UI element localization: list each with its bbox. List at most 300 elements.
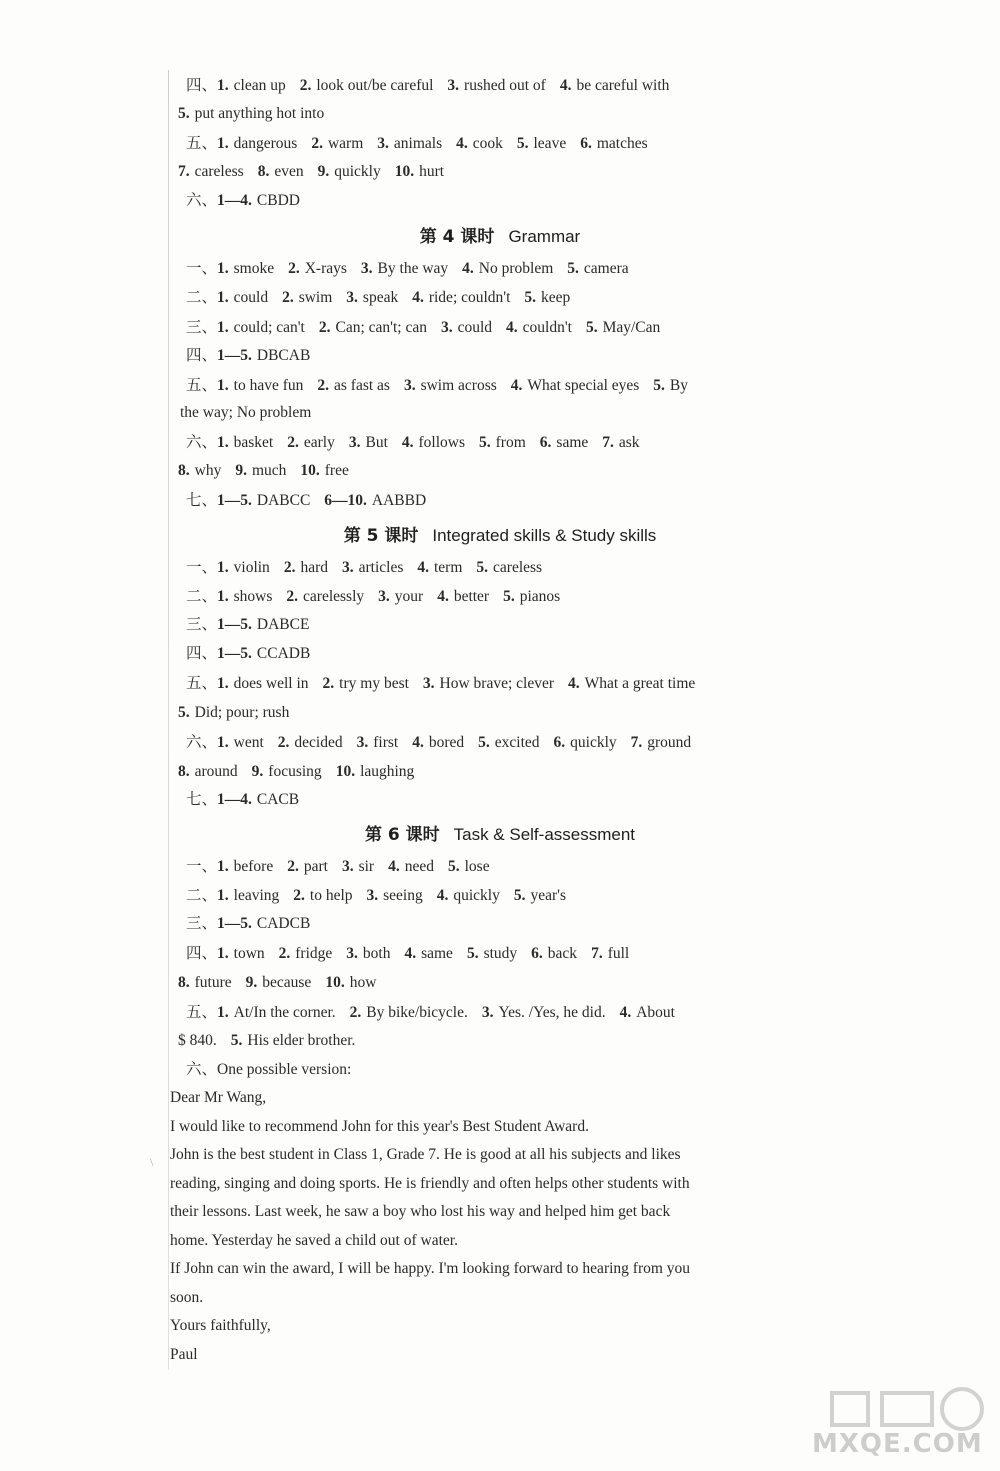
answer-item xyxy=(402,433,465,453)
answer-number: 10. xyxy=(335,763,356,780)
answer-line xyxy=(178,703,289,723)
answer-text: At/In the corner. xyxy=(233,1004,336,1021)
answer-number: 1. xyxy=(217,734,229,751)
answer-item xyxy=(404,376,497,396)
answer-item xyxy=(235,461,286,481)
answer-item xyxy=(178,703,289,723)
answer-item xyxy=(346,288,398,308)
answer-item xyxy=(325,973,376,993)
answer-item xyxy=(602,433,639,453)
answer-text: leave xyxy=(533,135,567,152)
answer-text: pianos xyxy=(519,588,561,605)
answer-item xyxy=(378,587,423,607)
question-group-label: 六、 xyxy=(186,734,218,751)
answer-text: No problem xyxy=(478,260,554,277)
answer-item xyxy=(462,259,553,279)
answer-number: 4. xyxy=(417,559,429,576)
answer-line xyxy=(178,1031,355,1051)
answer-text: CADCB xyxy=(256,915,311,932)
answer-number: 3. xyxy=(346,289,358,306)
answer-item xyxy=(178,461,221,481)
answer-text: Yes. /Yes, he did. xyxy=(498,1004,606,1021)
answer-line xyxy=(186,259,629,279)
answer-item xyxy=(323,674,409,694)
watermark-text: MXQE.COM xyxy=(812,1429,983,1459)
answer-text: does well in xyxy=(233,675,309,692)
answer-number: 9. xyxy=(235,462,247,479)
answer-item xyxy=(287,857,328,877)
answer-item xyxy=(506,318,572,338)
answer-line xyxy=(180,403,311,423)
answer-item xyxy=(246,973,312,993)
answer-number: 7. xyxy=(630,734,643,751)
answer-item xyxy=(437,587,489,607)
answer-number: 10. xyxy=(394,163,415,180)
answer-number: 10. xyxy=(325,974,345,991)
answer-item xyxy=(278,733,343,753)
answer-number: 1. xyxy=(217,588,229,605)
answer-item xyxy=(511,376,640,396)
answer-text: carelessly xyxy=(303,588,365,605)
answer-text: DABCC xyxy=(256,492,311,509)
question-group-label: 六、 xyxy=(186,192,218,209)
answer-number: 1. xyxy=(217,887,229,904)
question-group-label: 二、 xyxy=(186,588,218,605)
section-heading-en: Task & Self-assessment xyxy=(453,825,636,844)
answer-line xyxy=(186,433,640,453)
answer-number: 2. xyxy=(287,434,299,451)
answer-text: CACB xyxy=(256,791,300,808)
answer-text: town xyxy=(233,945,265,962)
answer-number: 6. xyxy=(580,135,592,152)
answer-line xyxy=(178,762,414,782)
answer-line xyxy=(186,587,560,607)
answer-number: 8. xyxy=(178,763,190,780)
answer-item xyxy=(653,376,688,396)
question-group-label: 三、 xyxy=(186,915,218,932)
answer-number: 1. xyxy=(217,945,229,962)
answer-text: look out/be careful xyxy=(316,77,434,94)
question-group-label: 一、 xyxy=(186,559,218,576)
answer-item xyxy=(287,433,335,453)
answer-item xyxy=(560,76,670,96)
answer-number: 5. xyxy=(466,945,479,962)
answer-number: 3. xyxy=(403,377,416,394)
answer-text: May/Can xyxy=(602,319,661,336)
answer-text: AABBD xyxy=(371,492,427,509)
answer-text: need xyxy=(404,858,434,875)
answer-number: 2. xyxy=(318,319,331,336)
question-group-label: 五、 xyxy=(186,135,218,152)
answer-number: 4. xyxy=(462,260,474,277)
answer-number: 2. xyxy=(293,887,305,904)
answer-text: lose xyxy=(464,858,490,875)
section-heading-cn: 第 4 课时 xyxy=(419,227,495,247)
answer-text: Did; pour; rush xyxy=(194,704,290,721)
answer-number: 1. xyxy=(217,289,229,306)
answer-text: One possible version: xyxy=(217,1061,352,1078)
letter-closing: Yours faithfully, xyxy=(170,1317,271,1334)
answer-item xyxy=(293,886,352,906)
answer-number: 4. xyxy=(436,887,449,904)
answer-item xyxy=(178,1031,217,1051)
answer-text: could xyxy=(457,319,493,336)
section-heading-en: Integrated skills & Study skills xyxy=(432,526,657,545)
answer-number: 1. xyxy=(217,559,229,576)
answer-text: decided xyxy=(294,734,343,751)
watermark-logo-icon xyxy=(812,1385,992,1433)
answer-item xyxy=(217,376,303,396)
answer-number: 2. xyxy=(288,260,300,277)
answer-text: CBDD xyxy=(256,192,300,209)
answer-line xyxy=(186,346,310,366)
answer-text: articles xyxy=(358,559,404,576)
question-group-label: 五、 xyxy=(186,377,218,394)
answer-line xyxy=(186,674,695,694)
answer-number: 4. xyxy=(510,377,523,394)
answer-item xyxy=(258,162,304,182)
answer-number: 3. xyxy=(360,260,373,277)
sample-letter xyxy=(170,1084,760,1369)
answer-text: By the way xyxy=(377,260,449,277)
answer-item xyxy=(286,587,364,607)
answer-item xyxy=(631,733,692,753)
answer-item xyxy=(217,857,273,877)
answer-item xyxy=(412,288,510,308)
answer-item xyxy=(531,944,577,964)
answer-line xyxy=(186,191,300,211)
answer-line xyxy=(186,615,309,635)
answer-number: 4. xyxy=(388,858,400,875)
answer-text: About xyxy=(636,1004,675,1021)
answer-item xyxy=(412,733,464,753)
answer-text: to have fun xyxy=(233,377,304,394)
answer-text: By xyxy=(669,377,689,394)
answer-line xyxy=(186,857,490,877)
answer-number: 4. xyxy=(619,1004,632,1021)
answer-text: CCADB xyxy=(256,645,311,662)
answer-number: 3. xyxy=(378,588,390,605)
answer-number: 6. xyxy=(539,434,552,451)
answer-text: same xyxy=(556,434,589,451)
answer-item xyxy=(282,288,332,308)
answer-number: 3. xyxy=(346,945,358,962)
answer-text: ride; couldn't xyxy=(428,289,511,306)
question-group-label: 一、 xyxy=(186,260,218,277)
answer-line xyxy=(186,318,660,338)
question-group-label: 二、 xyxy=(186,289,218,306)
letter-line: soon. xyxy=(170,1288,204,1306)
answer-text: leaving xyxy=(233,887,280,904)
answer-line xyxy=(178,162,444,182)
answer-line xyxy=(186,886,566,906)
answer-number: 4. xyxy=(412,289,424,306)
answer-text: quickly xyxy=(570,734,617,751)
answer-line xyxy=(186,790,299,810)
answer-number: 3. xyxy=(341,858,354,875)
section-heading-6 xyxy=(0,824,1000,846)
answer-text: speak xyxy=(362,289,399,306)
answer-item xyxy=(279,944,333,964)
answer-number: 2. xyxy=(287,858,299,875)
section-heading-en: Grammar xyxy=(508,227,581,246)
letter-signature: Paul xyxy=(170,1345,198,1363)
section-heading-5 xyxy=(0,525,1000,547)
answer-line xyxy=(186,1060,351,1080)
answer-text: matches xyxy=(596,135,648,152)
answer-text: same xyxy=(421,945,453,962)
answer-text: keep xyxy=(541,289,571,306)
answer-item xyxy=(217,318,305,338)
answer-text: part xyxy=(303,858,328,875)
answer-line xyxy=(186,914,310,934)
answer-item xyxy=(217,288,268,308)
answer-item xyxy=(350,1003,468,1023)
answer-text: violin xyxy=(233,559,270,576)
answer-item xyxy=(217,346,310,366)
answer-number: 5. xyxy=(478,734,490,751)
answer-number: 2. xyxy=(278,945,291,962)
answer-number: 5. xyxy=(479,434,491,451)
answer-item xyxy=(620,1003,675,1023)
answer-item xyxy=(456,134,503,154)
answer-number: 6. xyxy=(531,945,543,962)
answer-item xyxy=(524,288,570,308)
answer-item xyxy=(217,587,272,607)
answer-item xyxy=(300,461,348,481)
answer-item xyxy=(217,733,264,753)
answer-number: 2. xyxy=(282,289,294,306)
answer-number: 1. xyxy=(217,135,229,152)
answer-number: 2. xyxy=(299,77,312,94)
answer-text: Can; can't; can xyxy=(335,319,427,336)
answer-number: 5. xyxy=(476,559,489,576)
answer-number: 5. xyxy=(447,858,460,875)
answer-item xyxy=(447,76,545,96)
answer-line xyxy=(186,134,648,154)
answer-number: 2. xyxy=(286,588,299,605)
answer-text: could; can't xyxy=(233,319,305,336)
answer-text: put anything hot into xyxy=(194,105,325,122)
answer-item xyxy=(217,76,286,96)
answer-number: 1—5. xyxy=(217,347,252,364)
answer-item xyxy=(178,762,238,782)
answer-item xyxy=(467,944,517,964)
answer-text: couldn't xyxy=(522,319,572,336)
answer-text: the way; No problem xyxy=(180,404,312,421)
answer-text: to help xyxy=(309,887,353,904)
answer-number: 3. xyxy=(481,1004,494,1021)
answer-number: 2. xyxy=(349,1004,362,1021)
answer-item xyxy=(252,762,322,782)
answer-item xyxy=(388,857,434,877)
answer-text: fridge xyxy=(295,945,333,962)
answer-text: free xyxy=(324,462,349,479)
question-group-label: 二、 xyxy=(186,887,218,904)
answer-text: from xyxy=(495,434,526,451)
answer-item xyxy=(217,914,310,934)
answer-item xyxy=(503,587,560,607)
answer-item xyxy=(591,944,629,964)
answer-text: DABCE xyxy=(256,616,310,633)
answer-item xyxy=(357,733,399,753)
answer-text: dangerous xyxy=(233,135,298,152)
question-group-label: 七、 xyxy=(186,791,218,808)
answer-text: why xyxy=(194,462,222,479)
answer-text: sir xyxy=(358,858,375,875)
answer-item xyxy=(346,944,390,964)
answer-text: how xyxy=(349,974,377,991)
answer-text: careless xyxy=(194,163,244,180)
answer-number: 1. xyxy=(217,319,229,336)
answer-line xyxy=(178,973,376,993)
answer-item xyxy=(554,733,617,753)
answer-number: 3. xyxy=(377,135,389,152)
answer-text: went xyxy=(233,734,264,751)
answer-item xyxy=(217,1060,351,1080)
answer-number: 3. xyxy=(356,734,369,751)
answer-item xyxy=(319,318,427,338)
answer-text: shows xyxy=(233,588,273,605)
answer-text: smoke xyxy=(233,260,275,277)
answer-number: 2. xyxy=(317,377,329,394)
question-group-label: 一、 xyxy=(186,858,218,875)
answer-item xyxy=(349,433,388,453)
answer-number: 2. xyxy=(322,675,335,692)
answer-number: 1—4. xyxy=(217,192,252,209)
answer-item xyxy=(478,733,539,753)
answer-number: 4. xyxy=(412,734,424,751)
answer-number: 2. xyxy=(277,734,290,751)
answer-item xyxy=(377,134,442,154)
answer-text: much xyxy=(251,462,287,479)
answer-number: 1—5. xyxy=(217,915,252,932)
answer-item xyxy=(217,644,310,664)
answer-item xyxy=(217,433,273,453)
answer-text: How brave; clever xyxy=(439,675,555,692)
answer-number: 3. xyxy=(447,77,460,94)
answer-item xyxy=(448,857,490,877)
answer-text: warm xyxy=(327,135,364,152)
answer-item xyxy=(217,790,299,810)
answer-item xyxy=(361,259,448,279)
letter-salutation: Dear Mr Wang, xyxy=(170,1089,267,1106)
answer-text: your xyxy=(394,588,424,605)
answer-text: cook xyxy=(472,135,503,152)
question-group-label: 六、 xyxy=(186,434,218,451)
answer-number: 5. xyxy=(513,887,526,904)
answer-number: 5. xyxy=(503,588,515,605)
question-group-label: 四、 xyxy=(186,945,218,962)
answer-item xyxy=(217,944,265,964)
answer-number: 1. xyxy=(217,260,229,277)
answer-text: better xyxy=(453,588,490,605)
answer-number: 4. xyxy=(456,135,468,152)
answer-item xyxy=(476,558,542,578)
margin-tick-mark: \ xyxy=(150,1155,154,1169)
section-heading-cn: 第 6 课时 xyxy=(364,825,440,845)
answer-item xyxy=(395,162,444,182)
answer-item xyxy=(417,558,462,578)
question-group-label: 五、 xyxy=(186,675,218,692)
answer-text: be careful with xyxy=(576,77,670,94)
answer-item xyxy=(217,1003,336,1023)
answer-line xyxy=(186,644,310,664)
answer-item xyxy=(288,259,347,279)
answer-text: basket xyxy=(233,434,274,451)
answer-item xyxy=(367,886,423,906)
answer-text: full xyxy=(607,945,630,962)
answer-item xyxy=(586,318,660,338)
margin-rule xyxy=(168,70,169,1370)
answer-number: 5. xyxy=(178,704,190,721)
answer-number: 8. xyxy=(178,974,190,991)
answer-item xyxy=(217,191,300,211)
question-group-label: 五、 xyxy=(186,1004,218,1021)
answer-number: 1. xyxy=(217,434,229,451)
answer-text: ground xyxy=(647,734,692,751)
question-group-label: 七、 xyxy=(186,492,218,509)
answer-item xyxy=(311,134,363,154)
answer-line xyxy=(186,376,688,396)
answer-number: 4. xyxy=(506,319,518,336)
answer-number: 3. xyxy=(366,887,379,904)
answer-number: 1—5. xyxy=(217,492,252,509)
answer-item xyxy=(217,491,310,511)
answer-text: But xyxy=(365,434,388,451)
answer-text: quickly xyxy=(334,163,381,180)
answer-item xyxy=(404,944,452,964)
answer-number: 2. xyxy=(283,559,296,576)
answer-item xyxy=(217,674,309,694)
answer-text: both xyxy=(362,945,391,962)
answer-number: 1. xyxy=(217,1004,229,1021)
answer-item xyxy=(284,558,328,578)
answer-item xyxy=(178,104,324,124)
answer-text: clean up xyxy=(233,77,286,94)
answer-text: follows xyxy=(418,434,466,451)
section-heading-cn: 第 5 课时 xyxy=(343,526,419,546)
answer-item xyxy=(300,76,434,96)
answer-item xyxy=(324,491,426,511)
answer-line xyxy=(186,1003,675,1023)
answer-text: first xyxy=(373,734,399,751)
answer-number: 1—5. xyxy=(217,616,252,633)
answer-item xyxy=(482,1003,606,1023)
answer-item xyxy=(342,857,374,877)
answer-item xyxy=(217,886,279,906)
answer-number: 9. xyxy=(251,763,264,780)
answer-item xyxy=(423,674,554,694)
letter-line: John is the best student in Class 1, Grade 7. He is good at all his subjects and likes xyxy=(170,1146,681,1163)
answer-item xyxy=(231,1031,356,1051)
answer-line xyxy=(186,288,570,308)
letter-line: home. Yesterday he saved a child out of water. xyxy=(170,1231,458,1249)
question-group-label: 四、 xyxy=(186,77,218,94)
answer-number: 3. xyxy=(422,675,435,692)
answer-text: bored xyxy=(428,734,465,751)
answer-item xyxy=(437,886,500,906)
answer-line xyxy=(186,733,691,753)
question-group-label: 四、 xyxy=(186,645,218,662)
answer-text: as fast as xyxy=(334,377,390,394)
answer-item xyxy=(580,134,647,154)
answer-item xyxy=(318,162,381,182)
answer-text: back xyxy=(547,945,578,962)
answer-text: swim across xyxy=(420,377,497,394)
answer-number: 3. xyxy=(348,434,361,451)
answer-line xyxy=(186,76,669,96)
